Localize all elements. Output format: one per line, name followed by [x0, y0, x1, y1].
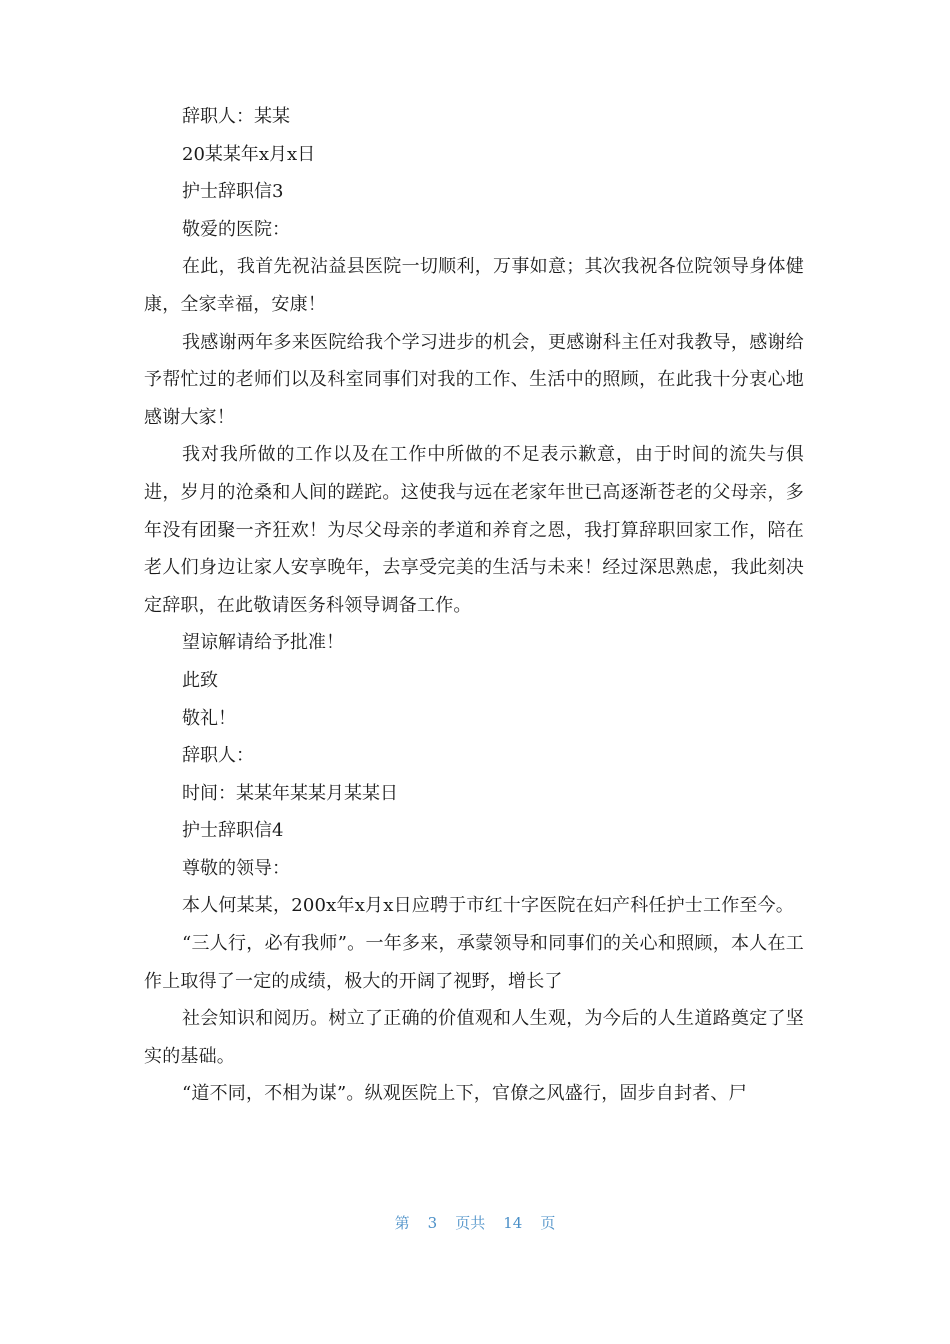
letter-title: 护士辞职信4 — [182, 820, 284, 842]
closing-line: 敬礼！ — [182, 707, 236, 729]
paragraph: “三人行，必有我师”。一年多来，承蒙领导和同事们的关心和照顾，本人在工作上取得了一定的成绩，极大的开阔了视野，增长了 — [144, 933, 804, 992]
paragraph: “道不同，不相为谋”。纵观医院上下，官僚之风盛行，固步自封者、尸 — [182, 1083, 747, 1105]
page-label-prefix: 第 — [394, 1214, 410, 1232]
closing-line: 此致 — [182, 669, 218, 691]
total-pages-number: 14 — [503, 1214, 523, 1232]
paragraph: 在此，我首先祝沾益县医院一切顺利，万事如意；其次我祝各位院领导身体健康，全家幸福，安康！ — [144, 256, 804, 315]
page-label-suffix: 页 — [540, 1214, 556, 1232]
paragraph: 我对我所做的工作以及在工作中所做的不足表示歉意，由于时间的流失与俱进，岁月的沧桑和人间的蹉跎。这使我与远在老家年世已高逐渐苍老的父母亲，多年没有团聚一齐狂欢！为尽父母亲的孝道和养育之恩，我打算辞职回家工作，陪在老人们身边让家人安享晚年，去享受完美的生活与未来！经过深思熟虑，我此刻决定辞职，在此敬请医务科领导调备工作。 — [144, 444, 804, 616]
signer-line: 辞职人：某某 — [182, 106, 290, 127]
document-body — [144, 98, 804, 1113]
paragraph: 本人何某某，200x年x月x日应聘于市红十字医院在妇产科任护士工作至今。 — [182, 895, 795, 917]
date-line: 时间：某某年某某月某某日 — [182, 782, 398, 804]
date-line: 20某某年x月x日 — [182, 143, 316, 165]
signer-line: 辞职人： — [182, 745, 254, 767]
salutation: 尊敬的领导： — [182, 857, 290, 879]
letter-title: 护士辞职信3 — [182, 181, 284, 203]
page-footer — [0, 1212, 950, 1233]
current-page-number: 3 — [427, 1214, 438, 1232]
page-label-middle: 页共 — [455, 1214, 486, 1232]
salutation: 敬爱的医院： — [182, 218, 290, 240]
request-line: 望谅解请给予批准！ — [182, 632, 344, 654]
paragraph: 社会知识和阅历。树立了正确的价值观和人生观，为今后的人生道路奠定了坚实的基础。 — [144, 1008, 804, 1067]
paragraph: 我感谢两年多来医院给我个学习进步的机会，更感谢科主任对我教导，感谢给予帮忙过的老师们以及科室同事们对我的工作、生活中的照顾，在此我十分衷心地感谢大家！ — [144, 331, 804, 428]
